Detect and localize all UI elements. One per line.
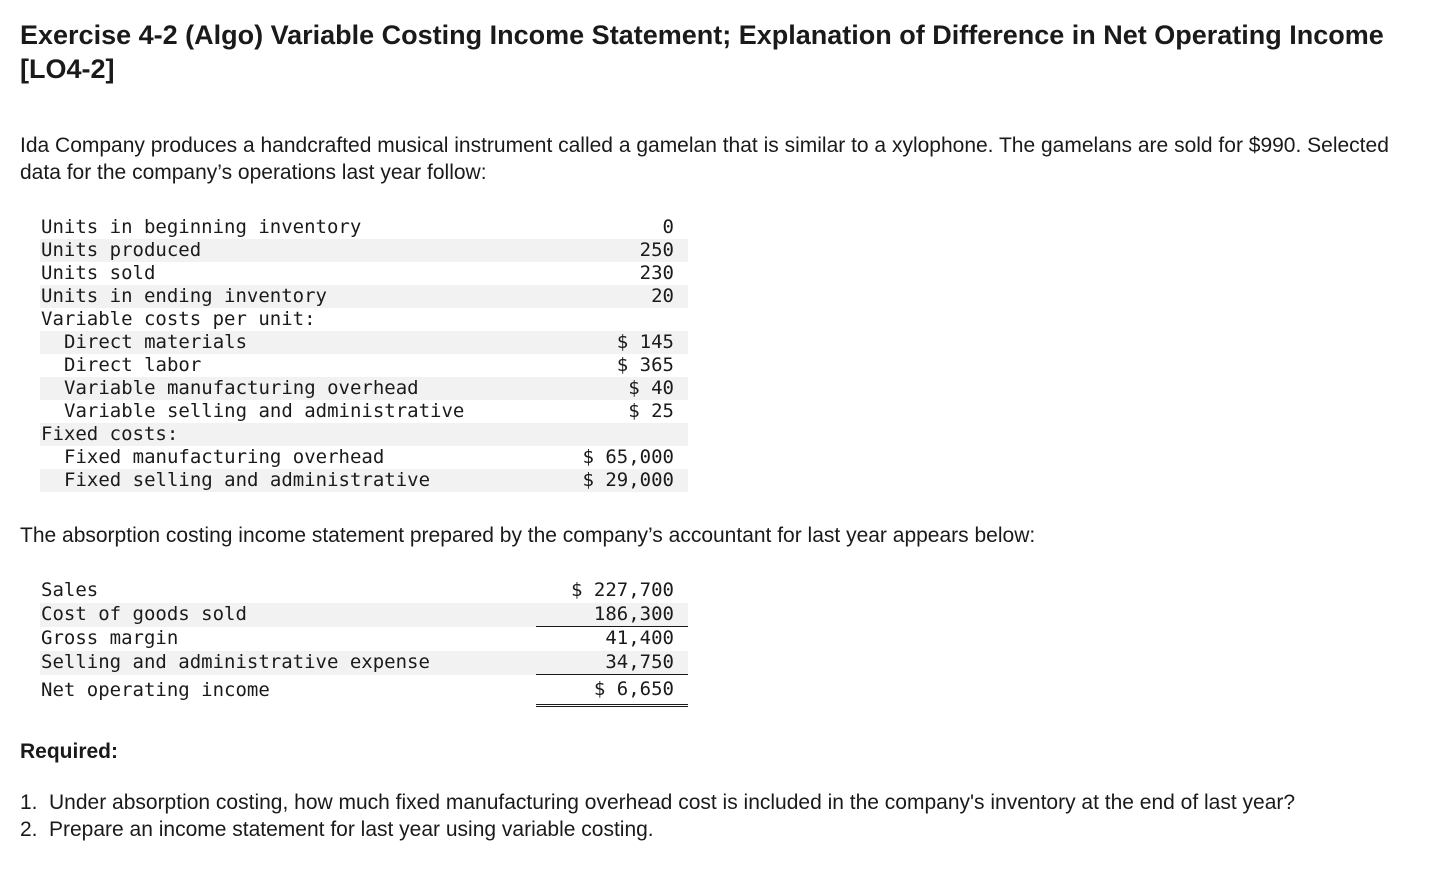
row-value: 186,300 xyxy=(536,603,688,627)
row-value: 230 xyxy=(639,262,674,284)
row-value: $ 25 xyxy=(628,400,674,422)
row-value: $ 40 xyxy=(536,377,688,400)
item-number: 1. xyxy=(20,791,38,814)
row-label: Fixed selling and administrative xyxy=(40,469,536,492)
row-value: $ 29,000 xyxy=(536,469,688,492)
table-row xyxy=(40,651,688,675)
row-label: Fixed costs: xyxy=(40,423,536,446)
row-value: 20 xyxy=(536,285,688,308)
table-row xyxy=(40,239,688,262)
table-row xyxy=(40,446,688,469)
row-label: Units produced xyxy=(40,239,536,262)
table-row xyxy=(40,627,688,651)
table-row xyxy=(40,331,688,354)
row-value: 34,750 xyxy=(536,651,688,675)
requirements-list xyxy=(20,789,1420,843)
table-row xyxy=(40,216,688,239)
row-label: Cost of goods sold xyxy=(40,603,536,627)
operations-data-table xyxy=(40,216,688,492)
row-value: 0 xyxy=(662,216,674,238)
list-item xyxy=(20,816,1420,843)
row-label: Variable manufacturing overhead xyxy=(40,377,536,400)
table-row xyxy=(40,262,688,285)
row-value: $ 227,700 xyxy=(571,579,674,601)
row-value xyxy=(536,423,688,446)
intro-paragraph: Ida Company produces a handcrafted musical instrument called a gamelan that is similar to a xylophone. The gamelans are sold for $990. Selected data for the company’s operations last year follow: xyxy=(20,134,1389,184)
absorption-intro-paragraph: The absorption costing income statement prepared by the company’s accountant for last year appears below: xyxy=(20,524,1036,547)
row-label: Units sold xyxy=(41,262,156,284)
row-label: Units in beginning inventory xyxy=(41,216,362,238)
table-row xyxy=(40,469,688,492)
table-row xyxy=(40,377,688,400)
row-value: $ 145 xyxy=(536,331,688,354)
row-label: Selling and administrative expense xyxy=(40,651,536,675)
table-row xyxy=(40,423,688,446)
row-label: Gross margin xyxy=(41,626,179,649)
row-label: Net operating income xyxy=(41,678,270,701)
list-item xyxy=(20,789,1420,816)
absorption-income-statement-table xyxy=(40,579,688,707)
row-value: $ 65,000 xyxy=(582,446,674,468)
table-row xyxy=(40,354,688,377)
row-label: Direct labor xyxy=(64,354,202,376)
table-row xyxy=(40,308,688,331)
row-label: Variable costs per unit: xyxy=(41,308,316,330)
item-number: 2. xyxy=(20,818,38,841)
row-label: Variable selling and administrative xyxy=(64,400,465,422)
table-row xyxy=(40,675,688,706)
table-row xyxy=(40,603,688,627)
required-heading: Required: xyxy=(20,740,119,763)
row-label: Units in ending inventory xyxy=(40,285,536,308)
exercise-title: Exercise 4-2 (Algo) Variable Costing Income Statement; Explanation of Difference in Net Operating Income [LO4-2] xyxy=(20,20,1384,84)
row-label: Direct materials xyxy=(40,331,536,354)
row-value: $ 365 xyxy=(616,354,674,376)
row-value: 41,400 xyxy=(605,627,674,649)
row-label: Fixed manufacturing overhead xyxy=(64,446,385,468)
row-label: Sales xyxy=(41,579,99,601)
table-row xyxy=(40,400,688,423)
row-value: $ 6,650 xyxy=(536,675,688,706)
table-row xyxy=(40,285,688,308)
item-text: Prepare an income statement for last year using variable costing. xyxy=(49,818,654,841)
item-text: Under absorption costing, how much fixed manufacturing overhead cost is included in the company's inventory at the end of last year? xyxy=(49,791,1296,814)
row-value xyxy=(536,308,688,331)
table-row xyxy=(40,579,688,603)
row-value: 250 xyxy=(536,239,688,262)
